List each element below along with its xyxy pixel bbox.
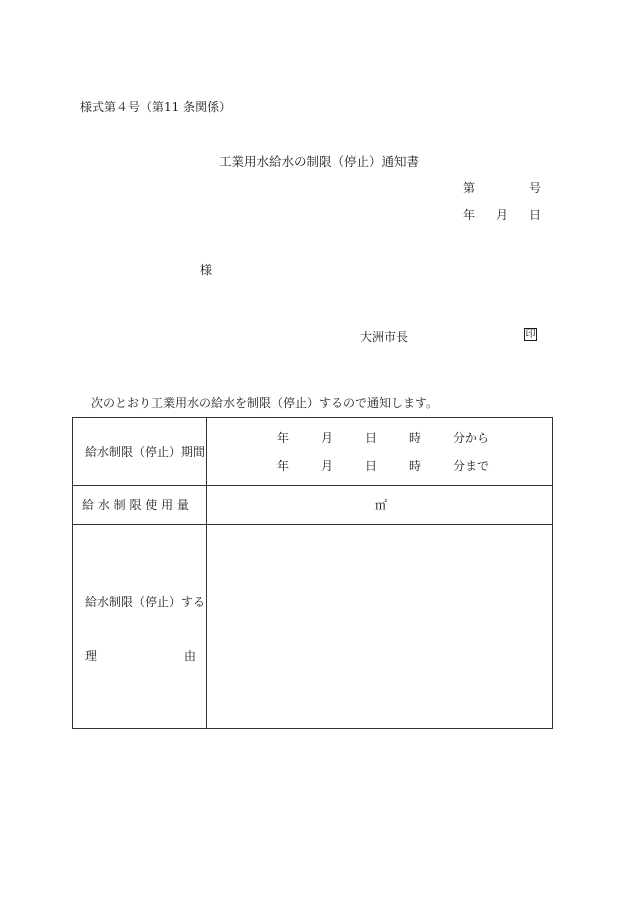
reference-number-suffix: 号 [529, 181, 542, 195]
issuer-name: 大洲市長 [360, 330, 409, 344]
notice-table [72, 417, 553, 729]
form-number: 様式第４号（第11 条関係） [80, 100, 232, 114]
volume-label: 給 水 制 限 使 用 量 [82, 498, 189, 512]
period-from-hour: 時 [409, 431, 422, 445]
period-from-day: 日 [365, 431, 378, 445]
notice-text: 次のとおり工業用水の給水を制限（停止）するので通知します。 [91, 396, 439, 410]
date-day-label: 日 [529, 208, 542, 222]
period-to-year: 年 [277, 459, 290, 473]
period-from-month: 月 [321, 431, 334, 445]
volume-unit: ㎡ [375, 498, 388, 512]
period-to-hour: 時 [409, 459, 422, 473]
period-to-month: 月 [321, 459, 334, 473]
reason-label-line1: 給水制限（停止）する [85, 595, 206, 609]
seal-icon: 印 [525, 328, 536, 340]
period-from-minute: 分から [453, 431, 490, 445]
period-to-minute: 分まで [453, 459, 490, 473]
table-row-divider [73, 524, 552, 525]
document-title: 工業用水給水の制限（停止）通知書 [219, 154, 420, 169]
period-to-day: 日 [365, 459, 378, 473]
date-year-label: 年 [463, 208, 476, 222]
reference-number-prefix: 第 [463, 181, 476, 195]
table-column-divider [206, 418, 207, 728]
period-label: 給水制限（停止）期間 [85, 445, 206, 459]
reason-label-yu: 由 [184, 649, 197, 663]
period-from-year: 年 [277, 431, 290, 445]
addressee-honorific: 様 [200, 263, 213, 277]
reason-label-ri: 理 [85, 649, 98, 663]
date-month-label: 月 [496, 208, 509, 222]
table-row-divider [73, 485, 552, 486]
